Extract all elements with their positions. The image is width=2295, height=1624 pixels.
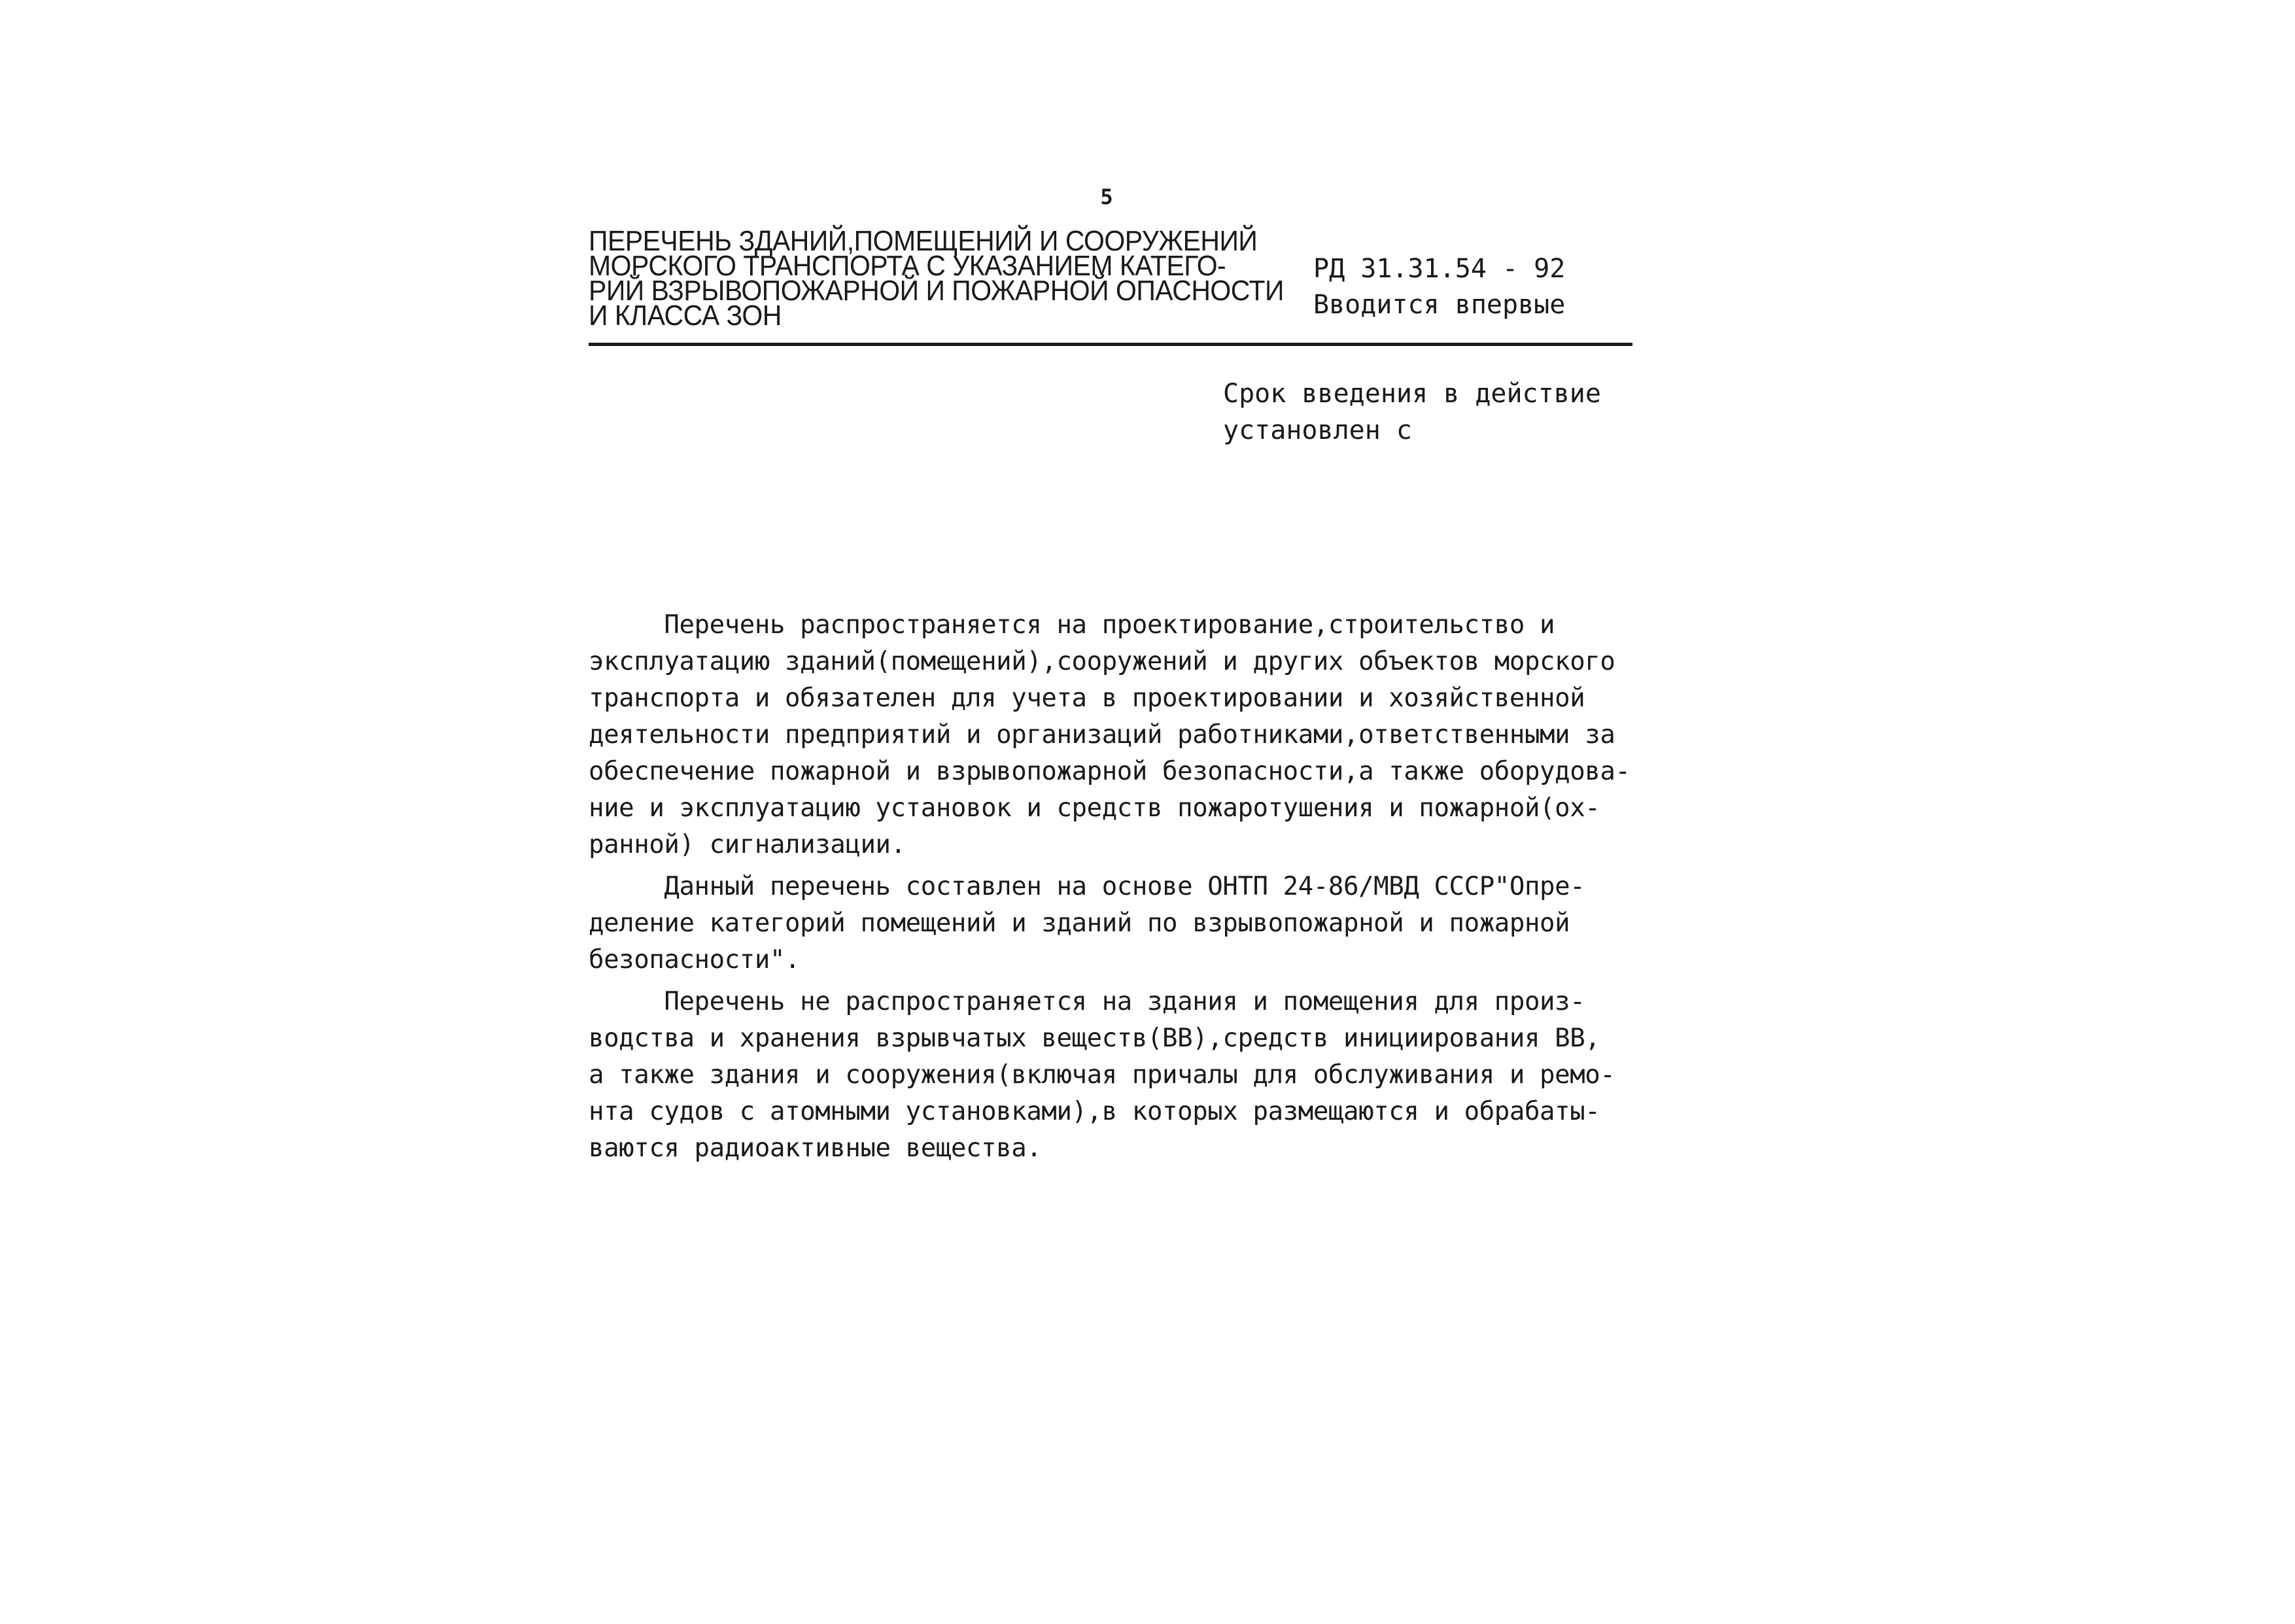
document-status: Вводится впервые bbox=[1313, 290, 1566, 320]
text-line: ранной) сигнализации. bbox=[589, 830, 906, 859]
paragraph-exclusions bbox=[589, 984, 1648, 1167]
page-number: 5 bbox=[1100, 184, 1113, 209]
title-line: ПЕРЕЧЕНЬ ЗДАНИЙ,ПОМЕЩЕНИЙ И СООРУЖЕНИЙ bbox=[589, 225, 1258, 257]
document-title bbox=[589, 225, 1284, 332]
title-line: МОРСКОГО ТРАНСПОРТА С УКАЗАНИЕМ КАТЕГО- bbox=[589, 250, 1226, 282]
text-line: Данный перечень составлен на основе ОНТП 24-86/МВД СССР"Опре- bbox=[589, 872, 1585, 901]
effective-date-note bbox=[1223, 375, 1601, 449]
document-body bbox=[589, 607, 1648, 1172]
text-line: деление категорий помещений и зданий по взрывопожарной и пожарной bbox=[589, 908, 1570, 938]
text-line: эксплуатацию зданий(помещений),сооружений и других объектов морского bbox=[589, 647, 1615, 676]
text-line: а также здания и сооружения(включая причалы для обслуживания и ремо- bbox=[589, 1060, 1615, 1090]
text-line: нта судов с атомными установками),в которых размещаются и обрабаты- bbox=[589, 1097, 1600, 1126]
text-line: Перечень распространяется на проектирование,строительство и bbox=[589, 610, 1555, 640]
text-line: обеспечение пожарной и взрывопожарной безопасности,а также оборудова- bbox=[589, 757, 1631, 786]
text-line: ваются радиоактивные вещества. bbox=[589, 1133, 1042, 1163]
effective-date-line: установлен с bbox=[1223, 415, 1412, 445]
text-line: деятельности предприятий и организаций работниками,ответственными за bbox=[589, 720, 1615, 750]
title-line: И КЛАССА ЗОН bbox=[589, 300, 782, 332]
header-divider bbox=[589, 343, 1632, 346]
text-line: водства и хранения взрывчатых веществ(ВВ),средств инициирования ВВ, bbox=[589, 1024, 1600, 1053]
text-line: Перечень не распространяется на здания и помещения для произ- bbox=[589, 987, 1585, 1016]
paragraph-scope bbox=[589, 607, 1648, 863]
text-line: транспорта и обязателен для учета в проектировании и хозяйственной bbox=[589, 683, 1585, 713]
text-line: безопасности". bbox=[589, 945, 801, 975]
title-line: РИЙ ВЗРЫВОПОЖАРНОЙ И ПОЖАРНОЙ ОПАСНОСТИ bbox=[589, 275, 1284, 307]
paragraph-basis bbox=[589, 869, 1648, 978]
document-code: РД 31.31.54 - 92 bbox=[1313, 254, 1566, 284]
effective-date-line: Срок введения в действие bbox=[1223, 379, 1601, 409]
text-line: ние и эксплуатацию установок и средств пожаротушения и пожарной(ох- bbox=[589, 793, 1600, 823]
